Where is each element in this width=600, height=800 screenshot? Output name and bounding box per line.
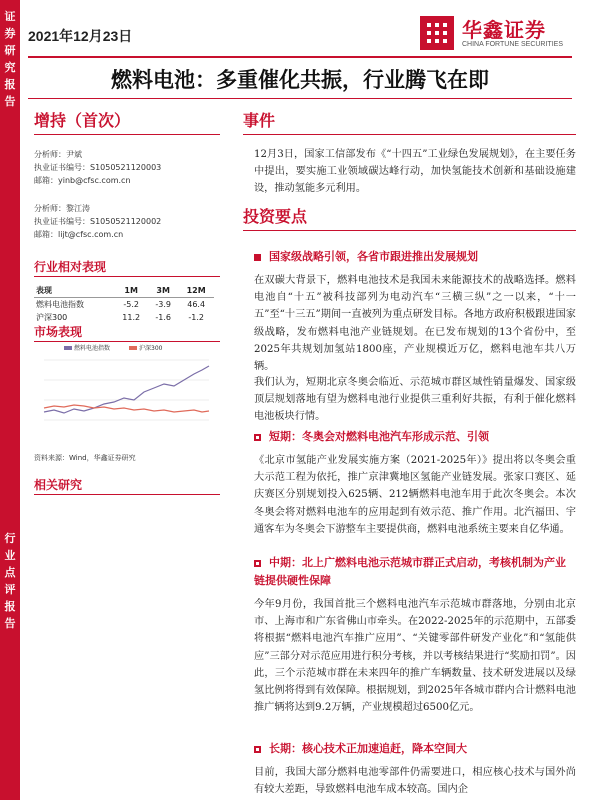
point-1-para-2: 我们认为，短期北京冬奥会临近、示范城市群区域性销量爆发、国家级顶层规划落地有望为燃料电池行业提供三重利好共振，有利于催化燃料电池板块行情。 — [254, 377, 576, 423]
performance-rule — [34, 276, 220, 277]
bullet-square-icon — [254, 434, 261, 441]
performance-table — [34, 284, 214, 324]
point-1-para-1: 在双碳大背景下，燃料电池技术是我国未来能源技术的战略选择。燃料电池自“十五”被科技部列为电动汽车“三横三纵”之一以来，“十一五”至“十三五”期间一直被列为重点研发目标。各地方政府积极跟进国家级战略，发布燃料电池产业链规划。在已发布规划的13个省份中，至2025年共规划加氢站1800座，产业规模近万亿，燃料电池车共八万辆。 — [254, 275, 576, 373]
event-text: 12月3日，国家工信部发布《“十四五”工业绿色发展规划》，在主要任务中提出，要实施工业领域碳达峰行动，加快氢能技术创新和基础设施建设，推动氢能多元利用。 — [254, 149, 576, 195]
report-date: 2021年12月23日 — [28, 28, 133, 44]
sidebar-char: 行 — [4, 532, 16, 545]
analyst-2-cert: 执业证书编号：S1050521120002 — [34, 217, 162, 226]
table-header-cell: 3M — [156, 286, 170, 295]
table-cell: 沪深300 — [36, 313, 68, 322]
header-rule — [28, 56, 572, 58]
sidebar-bar — [0, 0, 20, 800]
table-header-cell: 表现 — [36, 286, 52, 295]
event-rule — [243, 134, 576, 135]
analyst-2-name: 分析师：黎江涛 — [34, 204, 90, 213]
sidebar-char: 告 — [4, 617, 16, 630]
chart-source: 资料来源：Wind，华鑫证券研究 — [34, 454, 136, 462]
analyst-1-cert: 执业证书编号：S1050521120003 — [34, 163, 162, 172]
sidebar-char: 究 — [4, 61, 16, 74]
sidebar-char: 证 — [4, 10, 16, 23]
table-cell: 46.4 — [187, 300, 206, 309]
performance-heading: 行业相对表现 — [34, 260, 107, 274]
legend-swatch-1 — [64, 346, 72, 350]
table-cell: -5.2 — [123, 300, 139, 309]
legend-label-2: 沪深300 — [139, 345, 163, 352]
analyst-1-name: 分析师：尹斌 — [34, 150, 82, 159]
event-heading: 事件 — [243, 111, 276, 130]
point-4-title: 长期：核心技术正加速追赶，降本空间大 — [254, 740, 576, 758]
bullet-square-icon — [254, 746, 261, 753]
table-header-cell: 12M — [186, 286, 206, 295]
logo-text-cn: 华鑫证券 — [462, 18, 546, 42]
sidebar-label-top — [0, 8, 20, 110]
point-3-para-1: 今年9月份，我国首批三个燃料电池汽车示范城市群落地，分别由北京市、上海市和广东省佛山市牵头。在2022-2025年的示范期中，五部委将根据“燃料电池汽车推广应用”、“关键零部件研发产业化”和“氢能供应”三部分对示范应用进行积分考核，并以考核结果进行“奖励扣罚”。因此，三个示范城市群在未来四年的推广车辆数量、技术研发进展以及绿氢比例将得到有效保障。根据规划，到2025年各城市群内合计燃料电池推广辆将达到9.2万辆，产业规模超过6500亿元。 — [254, 599, 576, 714]
rating: 增持（首次） — [34, 111, 131, 130]
bullet-square-icon — [254, 254, 261, 261]
sidebar-char: 业 — [4, 549, 16, 562]
points-rule — [243, 230, 576, 231]
market-heading: 市场表现 — [34, 325, 83, 339]
point-2-title: 短期：冬奥会对燃料电池汽车形成示范、引领 — [254, 428, 576, 446]
market-chart — [34, 340, 214, 440]
point-1-title: 国家级战略引领，各省市跟进推出发展规划 — [254, 248, 576, 266]
sidebar-char: 券 — [4, 27, 16, 40]
sidebar-char: 点 — [4, 566, 16, 579]
page-title: 燃料电池：多重催化共振，行业腾飞在即 — [111, 68, 489, 92]
point-4-para-1: 目前，我国大部分燃料电池零部件仍需要进口，相应核心技术与国外尚有较大差距，导致燃料电池车成本较高。国内企 — [254, 767, 576, 796]
sidebar-char: 告 — [4, 95, 16, 108]
sidebar-char: 研 — [4, 44, 16, 57]
sidebar-char: 评 — [4, 583, 16, 596]
table-cell: 燃料电池指数 — [36, 300, 84, 309]
analyst-2 — [34, 202, 161, 241]
table-cell: -3.9 — [155, 300, 171, 309]
analyst-1-email[interactable]: 邮箱：yinb@cfsc.com.cn — [34, 176, 131, 185]
legend-swatch-2 — [129, 346, 137, 350]
table-header-cell: 1M — [124, 286, 138, 295]
points-heading: 投资要点 — [243, 207, 308, 226]
table-row — [34, 298, 214, 312]
logo-text-en: CHINA FORTUNE SECURITIES — [462, 41, 563, 48]
sidebar-char: 报 — [4, 600, 16, 613]
point-3-title: 中期：北上广燃料电池示范城市群正式启动，考核机制为产业链提供硬性保障 — [254, 556, 566, 587]
analyst-1 — [34, 148, 161, 187]
sidebar-char: 报 — [4, 78, 16, 91]
bullet-square-icon — [254, 560, 261, 567]
table-cell: 11.2 — [122, 313, 141, 322]
point-2-para-1: 《北京市氢能产业发展实施方案（2021-2025年）》提出将以冬奥会重大示范工程为依托，推广京津冀地区氢能产业链发展。张家口赛区、延庆赛区分别规划投入625辆、212辆燃料电池车用于此次冬奥会。本次冬奥会将对燃料电池车的应用起到有效示范、推广作用。北汽福田、宇通客车为冬奥会下游整车主要提供商，燃料电池系统主要来自亿华通。 — [254, 455, 576, 535]
title-rule — [28, 98, 572, 99]
related-rule — [34, 494, 220, 495]
sidebar-label-mid — [0, 530, 20, 632]
related-heading: 相关研究 — [34, 478, 83, 492]
rating-rule — [34, 134, 220, 135]
legend-label-1: 燃料电池指数 — [74, 345, 111, 352]
table-cell: -1.6 — [155, 313, 171, 322]
table-cell: -1.2 — [188, 313, 204, 322]
logo-mark-icon — [420, 16, 454, 50]
brand-logo — [420, 16, 570, 52]
analyst-2-email[interactable]: 邮箱：lijt@cfsc.com.cn — [34, 230, 124, 239]
